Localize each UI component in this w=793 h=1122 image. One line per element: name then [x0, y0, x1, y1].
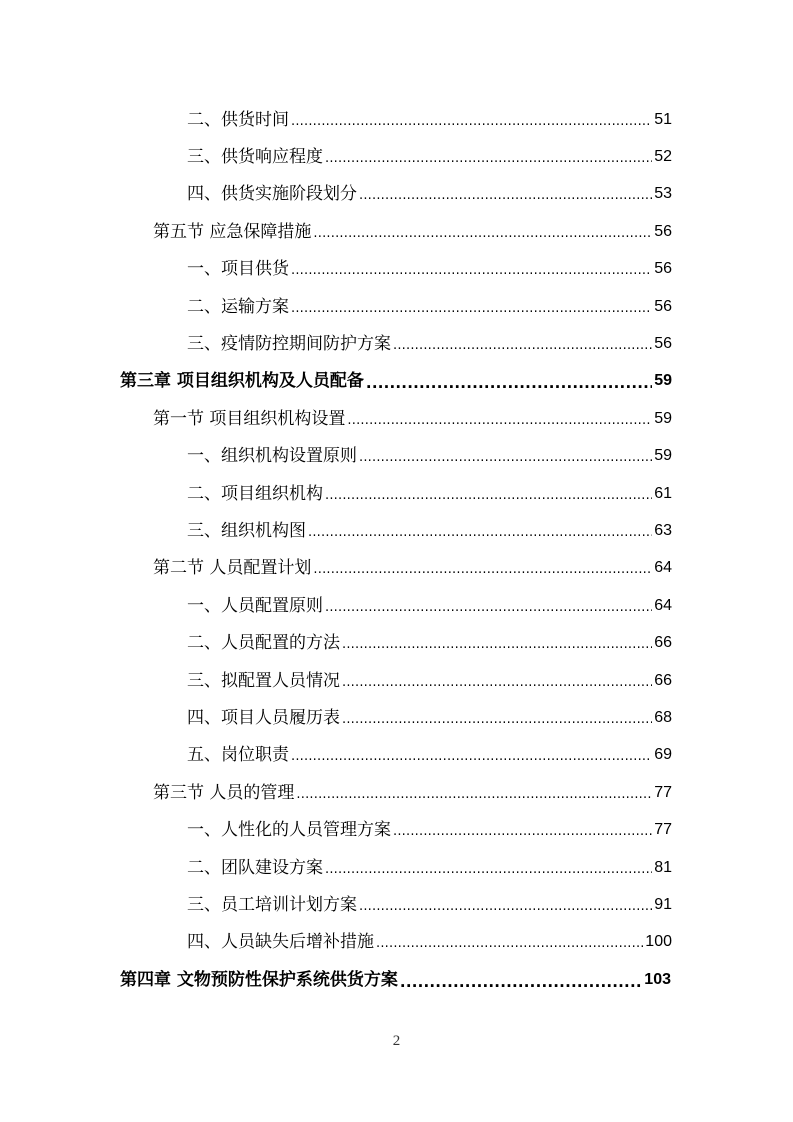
- toc-dot-leader: [291, 260, 652, 282]
- toc-entry[interactable]: [0, 587, 793, 624]
- toc-entry-page: 59: [654, 372, 672, 390]
- toc-entry[interactable]: [0, 438, 793, 475]
- toc-entry[interactable]: [0, 176, 793, 213]
- toc-entry-title: 一、人性化的人员管理方案: [187, 820, 391, 841]
- toc-dot-leader: [393, 821, 652, 843]
- toc-entry-page: 68: [654, 708, 672, 726]
- toc-entry[interactable]: [0, 101, 793, 138]
- toc-dot-leader: [376, 933, 643, 955]
- toc-entry-title: 四、供货实施阶段划分: [187, 184, 357, 205]
- toc-entry-page: 63: [654, 521, 672, 539]
- toc-dot-leader: [347, 410, 652, 432]
- toc-section-entry[interactable]: [0, 774, 793, 811]
- toc-entry-title: 二、人员配置的方法: [187, 633, 340, 654]
- toc-section-entry[interactable]: [0, 213, 793, 250]
- toc-entry-title: 第三章 项目组织机构及人员配备: [120, 371, 364, 392]
- toc-chapter-entry[interactable]: [0, 363, 793, 400]
- toc-entry-page: 69: [654, 746, 672, 764]
- toc-dot-leader: [313, 223, 652, 245]
- toc-entry-page: 81: [654, 858, 672, 876]
- toc-dot-leader: [313, 559, 652, 581]
- toc-entry-title: 第一节 项目组织机构设置: [153, 408, 346, 429]
- toc-dot-leader: [400, 971, 642, 993]
- toc-entry[interactable]: [0, 737, 793, 774]
- toc-entry-title: 五、岗位职责: [187, 745, 289, 766]
- toc-entry-title: 三、供货响应程度: [187, 147, 323, 168]
- toc-dot-leader: [342, 709, 652, 731]
- toc-entry-title: 二、项目组织机构: [187, 483, 323, 504]
- toc-entry-title: 一、项目供货: [187, 259, 289, 280]
- toc-dot-leader: [393, 335, 652, 357]
- toc-entry-page: 52: [654, 148, 672, 166]
- toc-entry-page: 56: [654, 260, 672, 278]
- toc-dot-leader: [291, 111, 652, 133]
- table-of-contents: [0, 101, 793, 998]
- toc-entry-page: 61: [654, 484, 672, 502]
- toc-entry-title: 三、组织机构图: [187, 520, 306, 541]
- toc-entry-title: 二、运输方案: [187, 296, 289, 317]
- toc-entry[interactable]: [0, 512, 793, 549]
- toc-entry-page: 66: [654, 634, 672, 652]
- toc-section-entry[interactable]: [0, 550, 793, 587]
- toc-entry[interactable]: [0, 886, 793, 923]
- toc-entry-page: 59: [654, 447, 672, 465]
- toc-entry-page: 51: [654, 110, 672, 128]
- toc-entry-page: 56: [654, 222, 672, 240]
- toc-entry-page: 64: [654, 559, 672, 577]
- toc-entry-page: 56: [654, 297, 672, 315]
- toc-entry[interactable]: [0, 475, 793, 512]
- toc-entry-title: 一、人员配置原则: [187, 595, 323, 616]
- toc-entry[interactable]: [0, 138, 793, 175]
- toc-dot-leader: [291, 746, 652, 768]
- toc-entry-title: 第五节 应急保障措施: [153, 221, 312, 242]
- toc-dot-leader: [296, 784, 652, 806]
- toc-entry-title: 二、供货时间: [187, 109, 289, 130]
- toc-entry[interactable]: [0, 662, 793, 699]
- toc-entry-page: 103: [644, 970, 671, 988]
- toc-dot-leader: [366, 372, 652, 394]
- toc-entry-page: 59: [654, 409, 672, 427]
- toc-dot-leader: [325, 597, 652, 619]
- toc-dot-leader: [359, 185, 652, 207]
- toc-dot-leader: [325, 148, 652, 170]
- toc-chapter-entry[interactable]: [0, 961, 793, 998]
- toc-entry-title: 一、组织机构设置原则: [187, 446, 357, 467]
- toc-entry-title: 三、拟配置人员情况: [187, 670, 340, 691]
- toc-entry[interactable]: [0, 325, 793, 362]
- toc-entry-page: 53: [654, 185, 672, 203]
- toc-entry-title: 二、团队建设方案: [187, 857, 323, 878]
- toc-entry[interactable]: [0, 288, 793, 325]
- toc-dot-leader: [325, 859, 652, 881]
- toc-dot-leader: [342, 634, 652, 656]
- toc-entry-title: 三、疫情防控期间防护方案: [187, 334, 391, 355]
- toc-section-entry[interactable]: [0, 400, 793, 437]
- toc-entry-page: 77: [654, 821, 672, 839]
- toc-entry[interactable]: [0, 251, 793, 288]
- toc-entry-title: 四、项目人员履历表: [187, 707, 340, 728]
- toc-entry[interactable]: [0, 699, 793, 736]
- toc-dot-leader: [291, 298, 652, 320]
- toc-entry[interactable]: [0, 811, 793, 848]
- toc-entry-page: 91: [654, 895, 672, 913]
- page-number: 2: [392, 1033, 401, 1049]
- toc-entry-title: 第二节 人员配置计划: [153, 558, 312, 579]
- toc-entry[interactable]: [0, 849, 793, 886]
- toc-dot-leader: [342, 672, 652, 694]
- toc-dot-leader: [325, 485, 652, 507]
- toc-entry[interactable]: [0, 624, 793, 661]
- toc-entry-page: 56: [654, 335, 672, 353]
- toc-entry-title: 四、人员缺失后增补措施: [187, 932, 374, 953]
- toc-entry-title: 三、员工培训计划方案: [187, 894, 357, 915]
- toc-entry[interactable]: [0, 924, 793, 961]
- toc-entry-page: 66: [654, 671, 672, 689]
- toc-dot-leader: [359, 447, 652, 469]
- toc-entry-page: 100: [645, 933, 672, 951]
- toc-entry-page: 77: [654, 783, 672, 801]
- toc-entry-title: 第四章 文物预防性保护系统供货方案: [120, 969, 398, 990]
- toc-entry-title: 第三节 人员的管理: [153, 782, 295, 803]
- toc-entry-page: 64: [654, 596, 672, 614]
- toc-dot-leader: [308, 522, 652, 544]
- toc-dot-leader: [359, 896, 652, 918]
